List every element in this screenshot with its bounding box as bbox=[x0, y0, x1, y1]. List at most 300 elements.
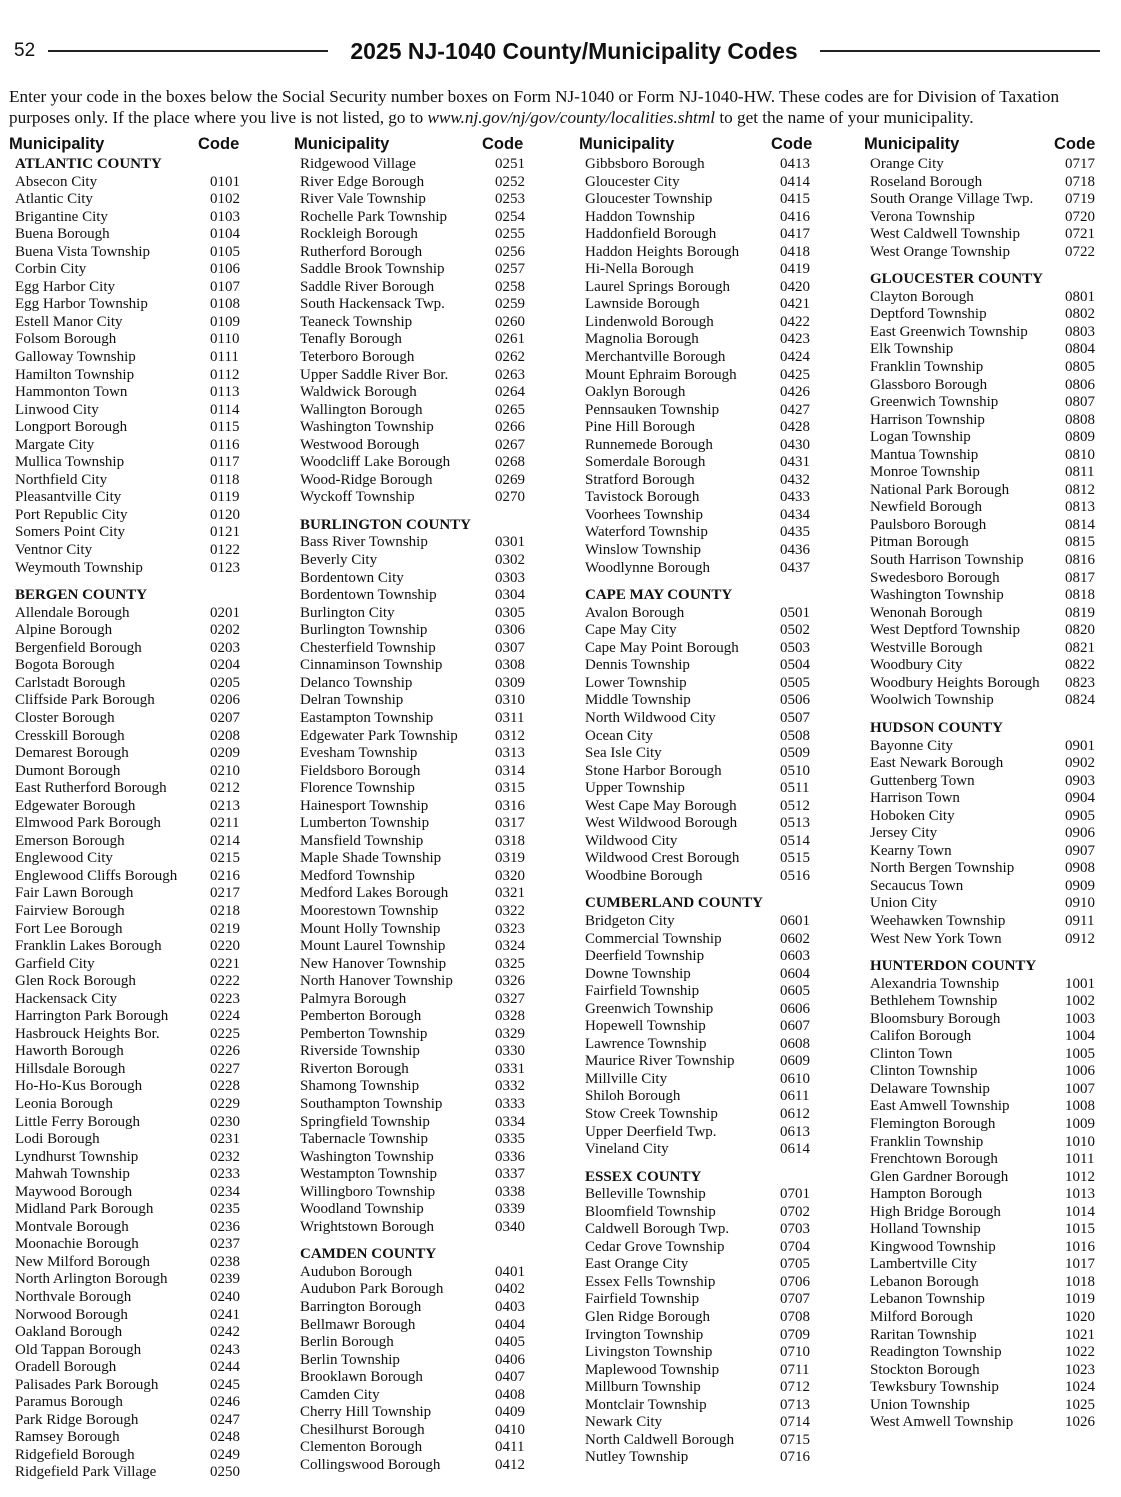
municipality-name: Gloucester City bbox=[585, 173, 680, 190]
municipality-row bbox=[294, 1026, 544, 1044]
municipality-code: 0219 bbox=[210, 920, 240, 937]
municipality-name: Wenonah Borough bbox=[870, 604, 983, 621]
municipality-row bbox=[294, 657, 544, 675]
municipality-name: Millville City bbox=[585, 1070, 668, 1087]
municipality-name: Washington Township bbox=[300, 419, 434, 436]
municipality-code: 1007 bbox=[1065, 1080, 1095, 1097]
municipality-code: 0707 bbox=[780, 1291, 810, 1308]
municipality-code: 0205 bbox=[210, 674, 240, 691]
municipality-code: 0409 bbox=[495, 1404, 525, 1421]
municipality-row bbox=[864, 1397, 1114, 1415]
municipality-code: 0601 bbox=[780, 912, 810, 929]
municipality-name: Lindenwold Borough bbox=[585, 313, 714, 330]
municipality-row bbox=[9, 1131, 259, 1149]
municipality-code: 0322 bbox=[495, 902, 525, 919]
municipality-code: 0505 bbox=[780, 674, 810, 691]
municipality-name: Cresskill Borough bbox=[15, 727, 125, 744]
municipality-row bbox=[579, 983, 829, 1001]
municipality-row bbox=[294, 956, 544, 974]
municipality-code: 0208 bbox=[210, 727, 240, 744]
municipality-row bbox=[864, 773, 1114, 791]
municipality-name: Fort Lee Borough bbox=[15, 920, 123, 937]
municipality-name: Woodbine Borough bbox=[585, 867, 703, 884]
municipality-name: Hi-Nella Borough bbox=[585, 261, 694, 278]
municipality-name: Washington Township bbox=[870, 587, 1004, 604]
municipality-code: 0610 bbox=[780, 1070, 810, 1087]
municipality-code: 0109 bbox=[210, 313, 240, 330]
municipality-name: Port Republic City bbox=[15, 506, 128, 523]
municipality-code: 0605 bbox=[780, 983, 810, 1000]
municipality-code: 0436 bbox=[780, 542, 810, 559]
municipality-row bbox=[9, 640, 259, 658]
municipality-row bbox=[9, 1078, 259, 1096]
municipality-row bbox=[9, 1184, 259, 1202]
municipality-row bbox=[9, 1412, 259, 1430]
municipality-name: Berlin Township bbox=[300, 1351, 400, 1368]
municipality-code: 1010 bbox=[1065, 1133, 1095, 1150]
municipality-row bbox=[294, 850, 544, 868]
municipality-code: 0103 bbox=[210, 208, 240, 225]
municipality-row bbox=[579, 156, 829, 174]
municipality-row bbox=[9, 1114, 259, 1132]
municipality-code: 0903 bbox=[1065, 772, 1095, 789]
municipality-name: Park Ridge Borough bbox=[15, 1411, 139, 1428]
municipality-code: 0614 bbox=[780, 1141, 810, 1158]
municipality-name: Rutherford Borough bbox=[300, 243, 423, 260]
municipality-code: 0331 bbox=[495, 1060, 525, 1077]
municipality-name: Carlstadt Borough bbox=[15, 674, 126, 691]
municipality-name: Eastampton Township bbox=[300, 709, 434, 726]
municipality-code: 0430 bbox=[780, 436, 810, 453]
municipality-name: Dennis Township bbox=[585, 657, 690, 674]
municipality-row bbox=[579, 1362, 829, 1380]
municipality-code: 0313 bbox=[495, 745, 525, 762]
municipality-row bbox=[864, 913, 1114, 931]
municipality-name: Hackensack City bbox=[15, 990, 118, 1007]
municipality-row bbox=[294, 349, 544, 367]
municipality-name: Evesham Township bbox=[300, 745, 418, 762]
municipality-name: Harrington Park Borough bbox=[15, 1008, 169, 1025]
municipality-header: Municipality bbox=[294, 135, 390, 153]
municipality-name: Avalon Borough bbox=[585, 604, 685, 621]
municipality-code: 0404 bbox=[495, 1316, 525, 1333]
municipality-row bbox=[9, 1464, 259, 1482]
municipality-name: Brooklawn Borough bbox=[300, 1369, 423, 1386]
municipality-row bbox=[9, 331, 259, 349]
municipality-row bbox=[864, 790, 1114, 808]
municipality-row bbox=[579, 1309, 829, 1327]
municipality-code: 0104 bbox=[210, 226, 240, 243]
municipality-name: Bloomsbury Borough bbox=[870, 1010, 1001, 1027]
municipality-row bbox=[294, 1043, 544, 1061]
municipality-row bbox=[579, 692, 829, 710]
municipality-row bbox=[864, 191, 1114, 209]
municipality-row bbox=[579, 1106, 829, 1124]
municipality-row bbox=[579, 1018, 829, 1036]
municipality-name: Lambertville City bbox=[870, 1256, 978, 1273]
municipality-name: Mantua Township bbox=[870, 446, 979, 463]
municipality-code: 0220 bbox=[210, 938, 240, 955]
municipality-name: Deptford Township bbox=[870, 306, 987, 323]
municipality-name: Hammonton Town bbox=[15, 384, 128, 401]
municipality-row bbox=[579, 605, 829, 623]
municipality-row bbox=[294, 156, 544, 174]
municipality-code: 0406 bbox=[495, 1351, 525, 1368]
municipality-row bbox=[9, 1307, 259, 1325]
municipality-code: 0206 bbox=[210, 692, 240, 709]
municipality-name: Upper Saddle River Bor. bbox=[300, 366, 449, 383]
municipality-code: 0268 bbox=[495, 454, 525, 471]
municipality-code: 1005 bbox=[1065, 1045, 1095, 1062]
county-heading: ESSEX COUNTY bbox=[585, 1168, 702, 1185]
municipality-name: Lawrence Township bbox=[585, 1035, 707, 1052]
municipality-row bbox=[864, 209, 1114, 227]
municipality-name: Rockleigh Borough bbox=[300, 226, 418, 243]
municipality-name: Magnolia Borough bbox=[585, 331, 699, 348]
municipality-row bbox=[9, 780, 259, 798]
municipality-code: 0813 bbox=[1065, 499, 1095, 516]
municipality-code: 0608 bbox=[780, 1035, 810, 1052]
municipality-name: Pennsauken Township bbox=[585, 401, 720, 418]
municipality-code: 0336 bbox=[495, 1148, 525, 1165]
municipality-name: Delanco Township bbox=[300, 674, 413, 691]
municipality-code: 0225 bbox=[210, 1025, 240, 1042]
municipality-code: 0713 bbox=[780, 1396, 810, 1413]
municipality-code: 0215 bbox=[210, 850, 240, 867]
municipality-code: 0424 bbox=[780, 349, 810, 366]
municipality-row bbox=[864, 1151, 1114, 1169]
municipality-name: Somers Point City bbox=[15, 524, 126, 541]
municipality-row bbox=[864, 622, 1114, 640]
municipality-name: Maurice River Township bbox=[585, 1053, 735, 1070]
municipality-code: 0405 bbox=[495, 1334, 525, 1351]
municipality-name: Haddon Township bbox=[585, 208, 695, 225]
municipality-code: 0118 bbox=[210, 471, 240, 488]
localities-link[interactable]: www.nj.gov/nj/gov/county/localities.shtml bbox=[427, 108, 716, 127]
municipality-row bbox=[294, 1219, 544, 1237]
municipality-code: 0431 bbox=[780, 454, 810, 471]
municipality-row bbox=[9, 1043, 259, 1061]
municipality-row bbox=[294, 1317, 544, 1335]
municipality-name: North Caldwell Borough bbox=[585, 1431, 735, 1448]
municipality-code: 0606 bbox=[780, 1000, 810, 1017]
municipality-row bbox=[294, 675, 544, 693]
municipality-name: Elk Township bbox=[870, 341, 954, 358]
municipality-name: Lebanon Borough bbox=[870, 1273, 979, 1290]
municipality-code: 1011 bbox=[1065, 1151, 1095, 1168]
municipality-code: 0515 bbox=[780, 850, 810, 867]
municipality-code: 0230 bbox=[210, 1113, 240, 1130]
municipality-row bbox=[294, 226, 544, 244]
municipality-name: South Hackensack Twp. bbox=[300, 296, 445, 313]
municipality-name: Irvington Township bbox=[585, 1326, 704, 1343]
municipality-row bbox=[864, 552, 1114, 570]
municipality-row bbox=[294, 745, 544, 763]
municipality-row bbox=[579, 261, 829, 279]
municipality-name: Montvale Borough bbox=[15, 1218, 129, 1235]
municipality-name: Voorhees Township bbox=[585, 506, 703, 523]
municipality-row bbox=[864, 359, 1114, 377]
municipality-row bbox=[579, 966, 829, 984]
municipality-row bbox=[9, 991, 259, 1009]
municipality-row bbox=[864, 289, 1114, 307]
municipality-code: 0912 bbox=[1065, 930, 1095, 947]
municipality-row bbox=[579, 745, 829, 763]
municipality-code: 0236 bbox=[210, 1218, 240, 1235]
municipality-name: New Milford Borough bbox=[15, 1253, 150, 1270]
page-number: 52 bbox=[14, 40, 36, 61]
municipality-name: National Park Borough bbox=[870, 481, 1010, 498]
municipality-row bbox=[9, 1254, 259, 1272]
municipality-code: 0904 bbox=[1065, 790, 1095, 807]
municipality-row bbox=[864, 1344, 1114, 1362]
municipality-name: Cape May Point Borough bbox=[585, 639, 739, 656]
municipality-name: Midland Park Borough bbox=[15, 1201, 154, 1218]
page-title: 2025 NJ-1040 County/Municipality Codes bbox=[350, 37, 798, 64]
municipality-code: 0716 bbox=[780, 1449, 810, 1466]
municipality-name: Livingston Township bbox=[585, 1344, 713, 1361]
municipality-name: Ocean City bbox=[585, 727, 653, 744]
code-header: Code bbox=[482, 135, 524, 153]
municipality-row bbox=[9, 903, 259, 921]
municipality-name: Bloomfield Township bbox=[585, 1203, 716, 1220]
municipality-row bbox=[294, 1078, 544, 1096]
municipality-name: Mount Laurel Township bbox=[300, 938, 446, 955]
municipality-name: Bellmawr Borough bbox=[300, 1316, 416, 1333]
column-3 bbox=[579, 134, 829, 1467]
municipality-name: Wood-Ridge Borough bbox=[300, 471, 433, 488]
municipality-row bbox=[9, 524, 259, 542]
municipality-name: Haddonfield Borough bbox=[585, 226, 717, 243]
municipality-name: Franklin Township bbox=[870, 1133, 984, 1150]
municipality-row bbox=[864, 878, 1114, 896]
municipality-code: 0112 bbox=[210, 366, 240, 383]
header-rule-left bbox=[48, 50, 328, 52]
municipality-name: Jersey City bbox=[870, 825, 938, 842]
county-heading: HUDSON COUNTY bbox=[870, 719, 1003, 736]
municipality-code: 0216 bbox=[210, 867, 240, 884]
county-heading: ATLANTIC COUNTY bbox=[15, 156, 162, 172]
municipality-code: 0434 bbox=[780, 506, 810, 523]
municipality-code: 0121 bbox=[210, 524, 240, 541]
municipality-code: 0256 bbox=[495, 243, 525, 260]
municipality-name: Kearny Town bbox=[870, 842, 952, 859]
municipality-row bbox=[9, 833, 259, 851]
municipality-name: Paulsboro Borough bbox=[870, 516, 987, 533]
municipality-row bbox=[294, 437, 544, 455]
municipality-name: Fairfield Township bbox=[585, 983, 700, 1000]
municipality-row bbox=[294, 1281, 544, 1299]
municipality-code: 0907 bbox=[1065, 842, 1095, 859]
municipality-row bbox=[9, 174, 259, 192]
municipality-row bbox=[579, 331, 829, 349]
municipality-name: Folsom Borough bbox=[15, 331, 117, 348]
municipality-name: Sea Isle City bbox=[585, 745, 662, 762]
municipality-name: Glen Gardner Borough bbox=[870, 1168, 1009, 1185]
municipality-code: 0232 bbox=[210, 1148, 240, 1165]
municipality-code: 0909 bbox=[1065, 877, 1095, 894]
municipality-row bbox=[294, 472, 544, 490]
municipality-code: 0102 bbox=[210, 191, 240, 208]
municipality-code: 0221 bbox=[210, 955, 240, 972]
municipality-row bbox=[864, 1221, 1114, 1239]
municipality-code: 0227 bbox=[210, 1060, 240, 1077]
municipality-name: Audubon Park Borough bbox=[300, 1281, 444, 1298]
municipality-row bbox=[864, 1327, 1114, 1345]
municipality-row bbox=[864, 226, 1114, 244]
municipality-row bbox=[9, 367, 259, 385]
municipality-name: Berlin Borough bbox=[300, 1334, 394, 1351]
municipality-code: 0719 bbox=[1065, 191, 1095, 208]
municipality-code: 0110 bbox=[210, 331, 240, 348]
municipality-row bbox=[864, 692, 1114, 710]
municipality-name: Linwood City bbox=[15, 401, 99, 418]
municipality-name: West Cape May Borough bbox=[585, 797, 737, 814]
municipality-name: Buena Borough bbox=[15, 226, 110, 243]
municipality-row bbox=[579, 1397, 829, 1415]
municipality-code: 0326 bbox=[495, 973, 525, 990]
municipality-name: Rochelle Park Township bbox=[300, 208, 447, 225]
municipality-row bbox=[294, 534, 544, 552]
municipality-header: Municipality bbox=[864, 135, 960, 153]
municipality-name: Old Tappan Borough bbox=[15, 1341, 142, 1358]
municipality-code: 0408 bbox=[495, 1386, 525, 1403]
municipality-name: Gloucester Township bbox=[585, 191, 713, 208]
municipality-code: 0701 bbox=[780, 1186, 810, 1203]
municipality-code: 0306 bbox=[495, 622, 525, 639]
municipality-row bbox=[9, 921, 259, 939]
municipality-name: Logan Township bbox=[870, 429, 971, 446]
municipality-name: Cedar Grove Township bbox=[585, 1238, 725, 1255]
municipality-code: 0824 bbox=[1065, 692, 1095, 709]
municipality-row bbox=[864, 993, 1114, 1011]
municipality-row bbox=[9, 1236, 259, 1254]
municipality-code: 0432 bbox=[780, 471, 810, 488]
municipality-code: 0705 bbox=[780, 1256, 810, 1273]
municipality-row bbox=[579, 454, 829, 472]
municipality-name: East Rutherford Borough bbox=[15, 780, 167, 797]
municipality-code: 0513 bbox=[780, 815, 810, 832]
municipality-row bbox=[579, 1414, 829, 1432]
municipality-code: 0420 bbox=[780, 278, 810, 295]
municipality-name: Waldwick Borough bbox=[300, 384, 417, 401]
code-header: Code bbox=[1054, 135, 1096, 153]
municipality-row bbox=[579, 833, 829, 851]
municipality-row bbox=[294, 1166, 544, 1184]
municipality-name: Woodbury Heights Borough bbox=[870, 674, 1040, 691]
municipality-name: Middle Township bbox=[585, 692, 691, 709]
municipality-code: 0111 bbox=[210, 349, 239, 366]
municipality-code: 0819 bbox=[1065, 604, 1095, 621]
municipality-name: Leonia Borough bbox=[15, 1095, 113, 1112]
municipality-row bbox=[9, 1008, 259, 1026]
municipality-row bbox=[864, 1063, 1114, 1081]
municipality-row bbox=[294, 1334, 544, 1352]
municipality-name: Pemberton Borough bbox=[300, 1008, 422, 1025]
municipality-name: Audubon Borough bbox=[300, 1263, 413, 1280]
county-heading: CAPE MAY COUNTY bbox=[585, 587, 733, 604]
municipality-name: Westwood Borough bbox=[300, 436, 420, 453]
section-spacer bbox=[294, 507, 544, 517]
municipality-code: 0251 bbox=[495, 156, 525, 172]
municipality-row bbox=[294, 314, 544, 332]
municipality-row bbox=[9, 191, 259, 209]
section-spacer bbox=[9, 577, 259, 587]
municipality-name: Bayonne City bbox=[870, 737, 953, 754]
municipality-code: 0410 bbox=[495, 1421, 525, 1438]
municipality-name: New Hanover Township bbox=[300, 955, 447, 972]
municipality-name: Califon Borough bbox=[870, 1028, 972, 1045]
municipality-name: River Edge Borough bbox=[300, 173, 425, 190]
municipality-row bbox=[864, 1169, 1114, 1187]
municipality-row bbox=[579, 1344, 829, 1362]
municipality-code: 0501 bbox=[780, 604, 810, 621]
municipality-code: 0613 bbox=[780, 1123, 810, 1140]
municipality-row bbox=[294, 885, 544, 903]
municipality-name: Pleasantville City bbox=[15, 489, 122, 506]
municipality-name: Upper Township bbox=[585, 780, 685, 797]
municipality-code: 0308 bbox=[495, 657, 525, 674]
municipality-code: 0318 bbox=[495, 832, 525, 849]
municipality-name: Wyckoff Township bbox=[300, 489, 415, 506]
municipality-code: 0119 bbox=[210, 489, 240, 506]
municipality-row bbox=[579, 815, 829, 833]
municipality-name: Lawnside Borough bbox=[585, 296, 700, 313]
municipality-name: Galloway Township bbox=[15, 349, 136, 366]
municipality-row bbox=[579, 419, 829, 437]
municipality-name: Palmyra Borough bbox=[300, 990, 407, 1007]
municipality-row bbox=[864, 1291, 1114, 1309]
municipality-row bbox=[294, 1131, 544, 1149]
municipality-code: 0611 bbox=[780, 1088, 810, 1105]
municipality-row bbox=[9, 973, 259, 991]
municipality-name: Roseland Borough bbox=[870, 173, 983, 190]
municipality-name: Bordentown Township bbox=[300, 587, 437, 604]
municipality-row bbox=[9, 384, 259, 402]
municipality-row bbox=[294, 833, 544, 851]
municipality-name: Franklin Lakes Borough bbox=[15, 938, 162, 955]
municipality-name: Bridgeton City bbox=[585, 912, 675, 929]
municipality-code: 0255 bbox=[495, 226, 525, 243]
municipality-row bbox=[9, 1096, 259, 1114]
municipality-code: 0315 bbox=[495, 780, 525, 797]
municipality-row bbox=[294, 1008, 544, 1026]
municipality-row bbox=[294, 1114, 544, 1132]
municipality-row bbox=[579, 1291, 829, 1309]
municipality-code: 0802 bbox=[1065, 306, 1095, 323]
municipality-code: 0504 bbox=[780, 657, 810, 674]
county-heading: GLOUCESTER COUNTY bbox=[870, 271, 1043, 288]
municipality-name: Nutley Township bbox=[585, 1449, 689, 1466]
section-spacer bbox=[579, 1159, 829, 1169]
municipality-row bbox=[864, 895, 1114, 913]
municipality-code: 0708 bbox=[780, 1309, 810, 1325]
municipality-code: 0721 bbox=[1065, 226, 1095, 243]
municipality-name: Oakland Borough bbox=[15, 1324, 123, 1341]
municipality-row bbox=[864, 931, 1114, 949]
municipality-code: 0259 bbox=[495, 296, 525, 313]
municipality-code: 1024 bbox=[1065, 1379, 1095, 1396]
municipality-name: Upper Deerfield Twp. bbox=[585, 1123, 717, 1140]
municipality-row bbox=[9, 1429, 259, 1447]
municipality-name: Kingwood Township bbox=[870, 1238, 996, 1255]
municipality-name: Woodlynne Borough bbox=[585, 559, 711, 576]
municipality-code: 0332 bbox=[495, 1078, 525, 1095]
municipality-code: 0231 bbox=[210, 1131, 240, 1148]
municipality-code: 0252 bbox=[495, 173, 525, 190]
municipality-row bbox=[579, 367, 829, 385]
municipality-row bbox=[294, 1457, 544, 1475]
